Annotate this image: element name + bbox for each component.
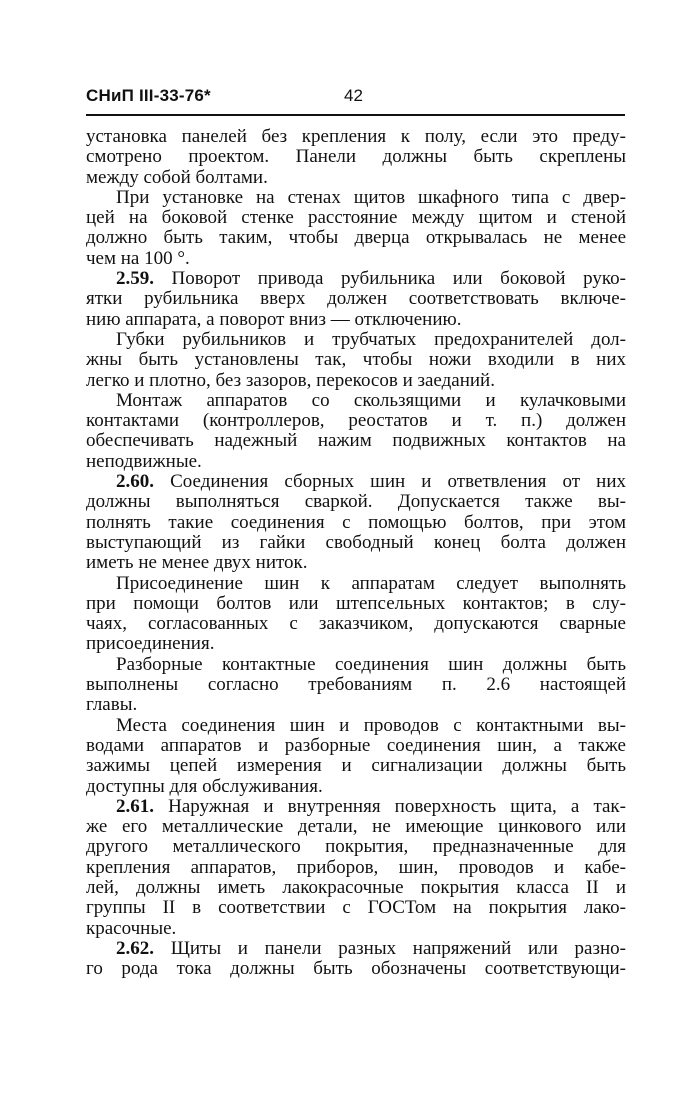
- text-line: [86, 655, 626, 675]
- line-text: чем на 100 °.: [86, 247, 190, 269]
- line-text: Присоединение шин к аппаратам следует выполнять: [116, 572, 626, 594]
- page-number: 42: [344, 86, 363, 105]
- text-line: [86, 127, 626, 147]
- text-line: [86, 574, 626, 594]
- text-line: [86, 533, 626, 553]
- text-line: [86, 675, 626, 695]
- text-line: [86, 188, 626, 208]
- line-text: между собой болтами.: [86, 166, 268, 188]
- line-text: Разборные контактные соединения шин должны быть: [116, 653, 626, 675]
- text-line: [86, 452, 626, 472]
- text-line: [86, 837, 626, 857]
- line-text: крепления аппаратов, приборов, шин, проводов и кабе-: [86, 856, 626, 878]
- line-text: При установке на стенах щитов шкафного типа с двер-: [116, 186, 626, 208]
- text-line: [86, 594, 626, 614]
- line-text: го рода тока должны быть обозначены соответствующи-: [86, 958, 626, 980]
- text-line: [86, 168, 626, 188]
- line-text: жны быть установлены так, чтобы ножи входили в них: [86, 349, 626, 371]
- text-line: [86, 228, 626, 248]
- line-text: водами аппаратов и разборные соединения шин, а также: [86, 734, 626, 756]
- text-line: [86, 695, 626, 715]
- header-rule: [86, 114, 625, 116]
- text-line: [86, 959, 626, 979]
- page-header: [86, 86, 625, 118]
- line-text: Поворот привода рубильника или боковой руко-: [154, 268, 626, 290]
- text-line: [86, 716, 626, 736]
- text-line: [86, 269, 626, 289]
- text-line: [86, 513, 626, 533]
- line-text: Монтаж аппаратов со скользящими и кулачковыми: [116, 389, 626, 411]
- text-line: [86, 391, 626, 411]
- text-line: [86, 939, 626, 959]
- text-line: [86, 777, 626, 797]
- line-text: Соединения сборных шин и ответвления от них: [154, 471, 626, 493]
- line-text: выполнены согласно требованиям п. 2.6 настоящей: [86, 674, 626, 696]
- text-line: [86, 371, 626, 391]
- text-line: [86, 249, 626, 269]
- line-text: нию аппарата, а поворот вниз — отключению.: [86, 308, 462, 330]
- line-text: доступны для обслуживания.: [86, 775, 323, 797]
- line-text: цей на боковой стенке расстояние между щитом и стеной: [86, 207, 626, 229]
- text-line: [86, 350, 626, 370]
- line-text: присоединения.: [86, 633, 215, 655]
- line-text: должно быть таким, чтобы дверца открывалась не менее: [86, 227, 626, 249]
- line-text: красочные.: [86, 917, 177, 939]
- line-text: другого металлического покрытия, предназначенные для: [86, 836, 626, 858]
- section-number: 2.60.: [116, 471, 154, 493]
- text-line: [86, 858, 626, 878]
- line-text: должны выполняться сваркой. Допускается также вы-: [86, 491, 626, 513]
- text-line: [86, 472, 626, 492]
- text-line: [86, 553, 626, 573]
- line-text: смотрено проектом. Панели должны быть скреплены: [86, 146, 626, 168]
- line-text: полнять такие соединения с помощью болтов, при этом: [86, 511, 626, 533]
- text-line: [86, 330, 626, 350]
- document-code: СНиП III-33-76*: [86, 86, 211, 105]
- line-text: же его металлические детали, не имеющие цинкового или: [86, 816, 626, 838]
- text-line: [86, 411, 626, 431]
- line-text: неподвижные.: [86, 450, 202, 472]
- line-text: Губки рубильников и трубчатых предохранителей дол-: [116, 328, 626, 350]
- text-line: [86, 898, 626, 918]
- text-line: [86, 878, 626, 898]
- line-text: выступающий из гайки свободный конец болта должен: [86, 531, 626, 553]
- text-line: [86, 736, 626, 756]
- section-number: 2.61.: [116, 795, 154, 817]
- text-line: [86, 431, 626, 451]
- section-number: 2.59.: [116, 268, 154, 290]
- line-text: Наружная и внутренняя поверхность щита, а так-: [154, 795, 626, 817]
- line-text: главы.: [86, 694, 138, 716]
- line-text: зажимы цепей измерения и сигнализации должны быть: [86, 755, 626, 777]
- line-text: группы II в соответствии с ГОСТом на покрытия лако-: [86, 897, 626, 919]
- line-text: иметь не менее двух ниток.: [86, 552, 308, 574]
- text-line: [86, 310, 626, 330]
- document-body: [86, 127, 626, 979]
- text-line: [86, 614, 626, 634]
- line-text: ятки рубильника вверх должен соответствовать включе-: [86, 288, 626, 310]
- line-text: контактами (контроллеров, реостатов и т. п.) должен: [86, 410, 626, 432]
- section-number: 2.62.: [116, 937, 154, 959]
- line-text: легко и плотно, без зазоров, перекосов и заеданий.: [86, 369, 495, 391]
- text-line: [86, 147, 626, 167]
- text-line: [86, 634, 626, 654]
- line-text: обеспечивать надежный нажим подвижных контактов на: [86, 430, 626, 452]
- line-text: лей, должны иметь лакокрасочные покрытия класса II и: [86, 876, 626, 898]
- text-line: [86, 919, 626, 939]
- text-line: [86, 208, 626, 228]
- line-text: Щиты и панели разных напряжений или разно-: [154, 937, 626, 959]
- text-line: [86, 797, 626, 817]
- line-text: установка панелей без крепления к полу, если это преду-: [86, 126, 626, 147]
- line-text: Места соединения шин и проводов с контактными вы-: [116, 714, 626, 736]
- text-line: [86, 756, 626, 776]
- line-text: чаях, согласованных с заказчиком, допускаются сварные: [86, 613, 626, 635]
- line-text: при помощи болтов или штепсельных контактов; в слу-: [86, 592, 626, 614]
- text-line: [86, 817, 626, 837]
- text-line: [86, 492, 626, 512]
- text-line: [86, 289, 626, 309]
